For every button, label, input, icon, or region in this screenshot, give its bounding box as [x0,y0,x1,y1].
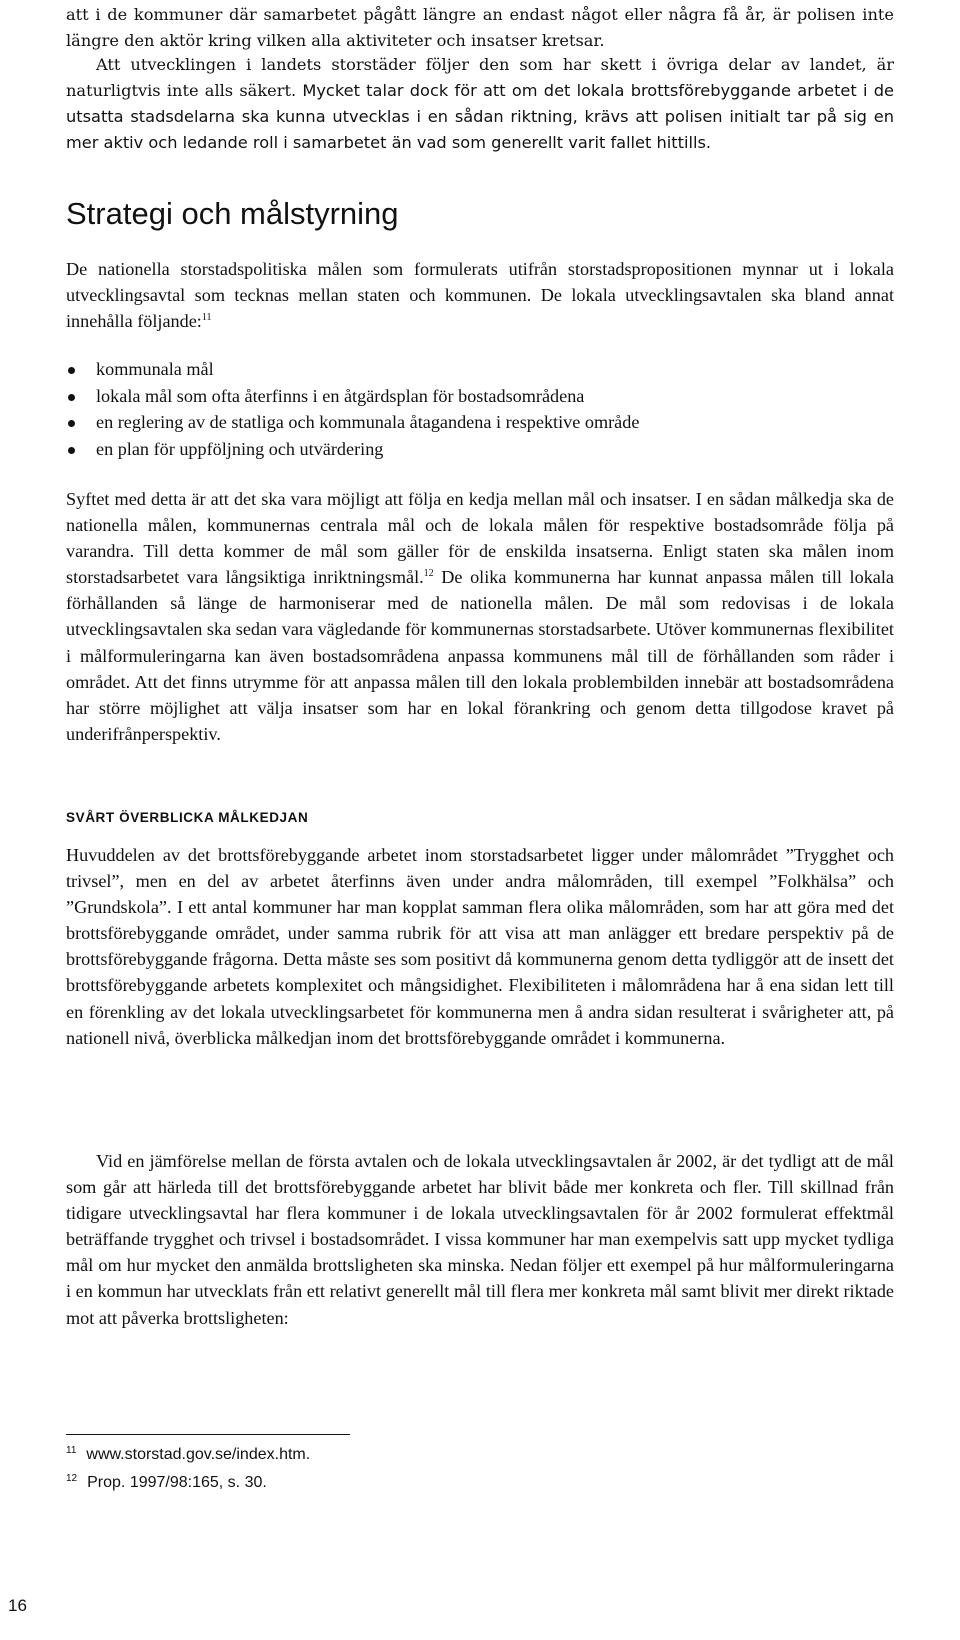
list-item-text: kommunala mål [96,359,214,379]
footnote-number: 11 [66,1444,77,1456]
paragraph-malkedja-part2: De olika kommunerna har kunnat anpassa målen till lokala förhållanden så länge de harmoniserar med de nationella målen. De mål som redovisas i de lokala utvecklingsavtalen ska sedan vara vägledande för kommunernas storstadsarbete. Utöver kommunernas flexibilitet i målformuleringarna kan även bostadsområdena anpassa kommunens mål till de förhållanden som råder i området. Att det finns utrymme för att anpassa målen till den lokala problembilden innebär att bostadsområdena har större möjlighet att välja insatser som har en lokal förankring och genom detta tillgodose kravet på underifrånperspektiv. [66,567,894,744]
list-item-text: en reglering av de statliga och kommunala åtagandena i respektive område [96,412,640,433]
bullet-icon [68,420,75,427]
section-heading: Strategi och målstyrning [66,196,399,231]
footnote-ref-11[interactable]: 11 [201,312,212,324]
paragraph-storstader [66,52,894,156]
footnote-divider [66,1434,350,1435]
list-item [66,383,866,410]
section-intro-text: De nationella storstadspolitiska målen som formulerats utifrån storstadspropositionen mynnar ut i lokala utvecklingsavtal som tecknas mellan staten och kommunen. De lokala utvecklingsavtalen ska bland annat innehålla följande: [66,259,894,332]
list-item [66,409,866,436]
footnote-11 [66,1446,310,1464]
bullet-icon [68,394,75,401]
paragraph-top-continuation: att i de kommuner där samarbetet pågått längre an endast något eller några få år, är polisen inte längre den aktör kring vilken alla aktiviteter och insatser kretsar. [66,5,894,50]
bullet-list [66,356,866,462]
list-item-text: en plan för uppföljning och utvärdering [96,438,384,459]
subsection-heading: SVÅRT ÖVERBLICKA MÅLKEDJAN [66,810,309,825]
footnote-12 [66,1474,267,1492]
footnote-text: www.storstad.gov.se/index.htm. [86,1446,311,1463]
paragraph-storstader-part1: Att utvecklingen i landets storstäder följer den som har skett i övriga delar av landet, är naturligtvis inte alls säkert. [66,55,894,100]
bullet-icon [68,367,75,374]
section-intro [66,256,894,334]
page-number: 16 [8,1596,27,1615]
paragraph-trygghet: Huvuddelen av det brottsförebyggande arbetet inom storstadsarbetet ligger under målområdet ”Trygghet och trivsel”, men en del av arbetet återfinns även under andra målområden, till exempel ”Folkhälsa” och ”Grundskola”. I ett antal kommuner har man kopplat samman flera olika målområden, som har att göra med det brottsförebyggande området, under samma rubrik för att visa att man anlägger ett bredare perspektiv på de brottsförebyggande frågorna. Detta måste ses som positivt då kommunerna genom detta tydliggör att de insett det brottsförebyggande arbetets komplexitet och mångsidighet. Flexibiliteten i målområdena har å ena sidan lett till en förenkling av det lokala utvecklingsarbetet för kommunerna men å andra sidan resulterat i svårigheter att, på nationell nivå, överblicka målkedjan inom det brottsförebyggande området i kommunerna. [66,845,894,1048]
paragraph-malkedja-part1: Syftet med detta är att det ska vara möjligt att följa en kedja mellan mål och insatser. I en sådan målkedja ska de nationella målen, kommunernas centrala mål och de lokala målen för respektive bostadsområde följa på varandra. Till detta kommer de mål som gäller för de enskilda insatserna. Enligt staten ska målen inom storstadsarbetet vara långsiktiga inriktningsmål. [66,489,894,588]
bullet-icon [68,447,75,454]
paragraph-jamforelse: Vid en jämförelse mellan de första avtalen och de lokala utvecklingsavtalen år 2002, är det tydligt att de mål som går att härleda till det brottsförebyggande arbetet har blivit både mer konkreta och fler. Till skillnad från tidigare utvecklingsavtal har flera kommuner i de lokala utvecklingsavtalen för år 2002 formulerat effektmål beträffande trygghet och trivsel i bostadsområdet. I vissa kommuner har man exempelvis satt upp mycket tydliga mål om hur mycket den anmälda brottsligheten ska minska. Nedan följer ett exempel på hur målformuleringarna i en kommun har utvecklats från ett relativt generellt mål till flera mer konkreta mål samt blivit mer direkt riktade mot att påverka brottsligheten: [66,1151,894,1328]
paragraph-malkedja [66,486,894,747]
footnote-ref-12[interactable]: 12 [423,568,434,580]
paragraph-storstader-part2: Mycket talar dock för att om det lokala brottsförebyggande arbetet i de utsatta stadsdelarna ska kunna utvecklas i en sådan riktning, krävs att polisen initialt tar på sig en mer aktiv och ledande roll i samarbetet än vad som generellt varit fallet hittills. [66,81,894,152]
footnote-number: 12 [66,1472,78,1484]
footnote-text: Prop. 1997/98:165, s. 30. [87,1474,267,1491]
list-item [66,436,866,463]
list-item-text: lokala mål som ofta återfinns i en åtgärdsplan för bostadsområdena [96,385,585,406]
list-item [66,356,866,383]
